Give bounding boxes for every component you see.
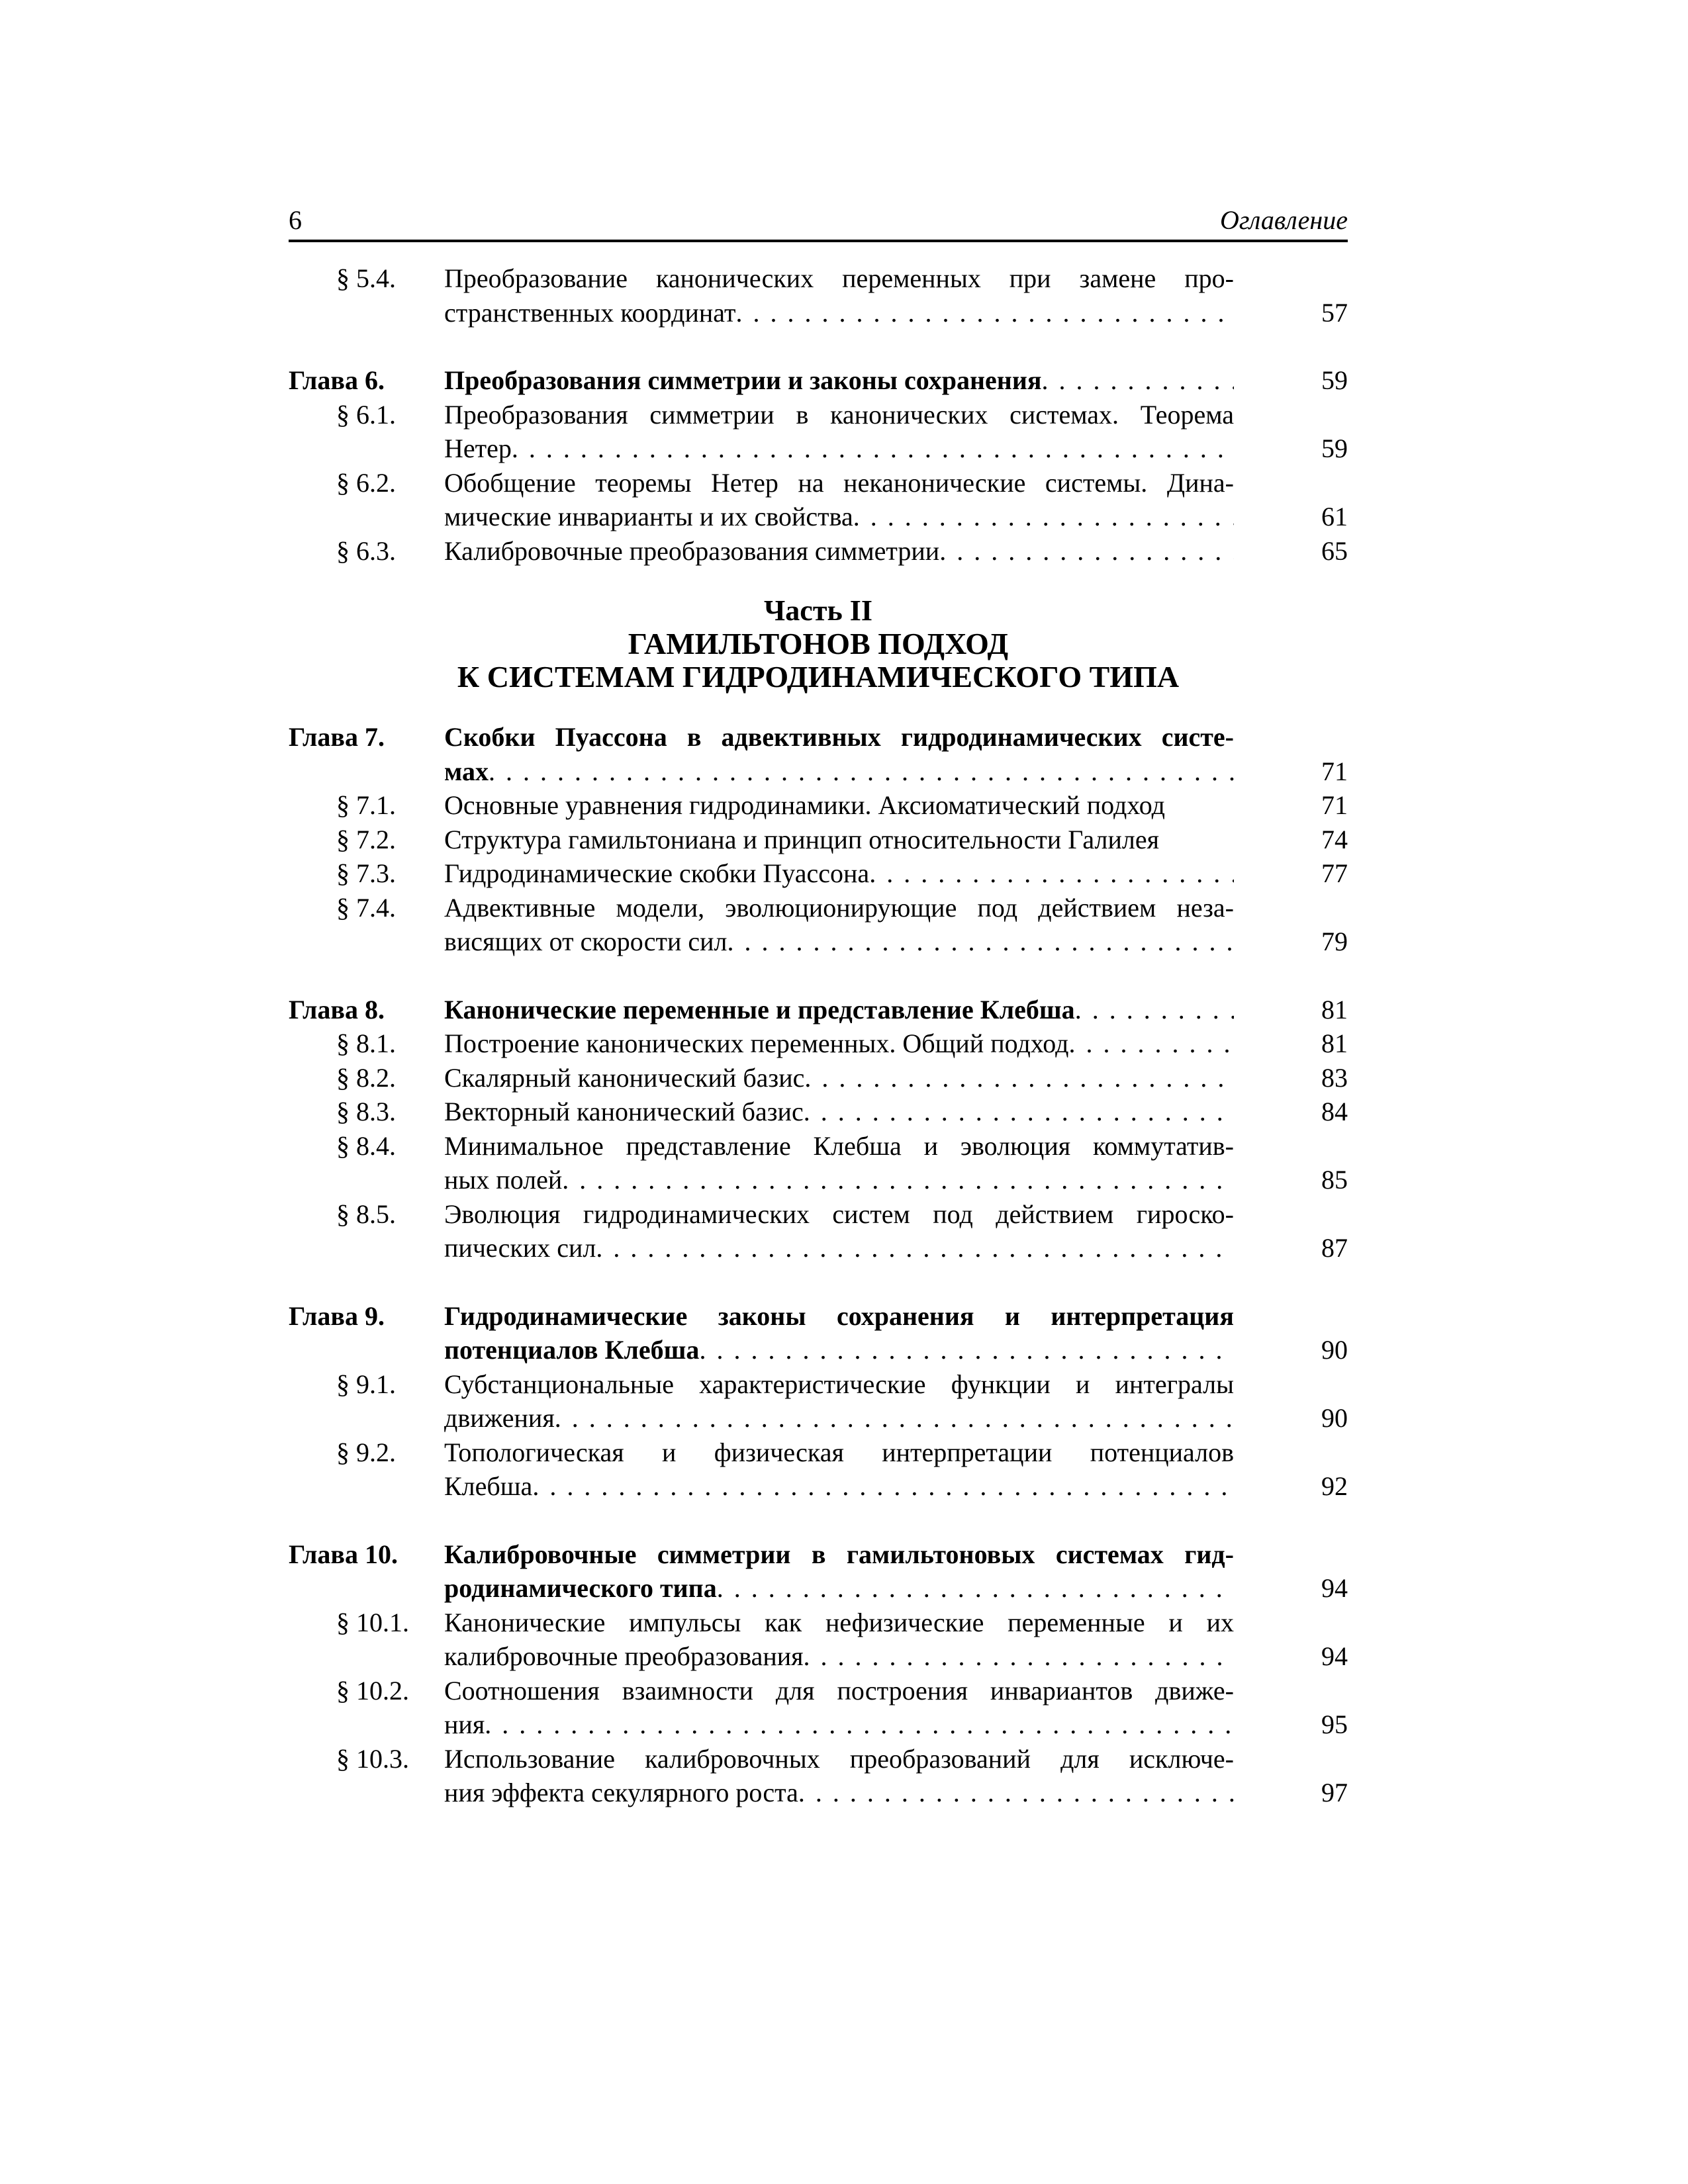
chapter-number: Глава 9. bbox=[289, 1300, 385, 1331]
toc-chapter-8[interactable] bbox=[289, 993, 1348, 1027]
entry-title-line: висящих от скорости сил bbox=[444, 927, 727, 956]
page-ref: 97 bbox=[1321, 1778, 1348, 1807]
entry-title-line: странственных координат bbox=[444, 297, 736, 328]
dot-leader bbox=[717, 1571, 1234, 1606]
chapter-title-line: потенциалов Клебша bbox=[444, 1335, 700, 1365]
part-title-line: К СИСТЕМАМ ГИДРОДИНАМИЧЕСКОГО ТИПА bbox=[457, 660, 1180, 694]
dot-leader bbox=[1068, 1026, 1234, 1061]
page-ref: 92 bbox=[1321, 1471, 1348, 1501]
dot-leader bbox=[804, 1095, 1234, 1129]
entry-title-line: Основные уравнения гидродинамики. Аксиоматический подход bbox=[444, 790, 1165, 820]
toc-entry-9-2[interactable] bbox=[289, 1435, 1348, 1504]
entry-title-line: пических сил bbox=[444, 1233, 596, 1263]
page-ref: 77 bbox=[1321, 858, 1348, 888]
toc-chapter-6[interactable] bbox=[289, 363, 1348, 398]
entry-title-line: Канонические импульсы как нефизические переменные и их bbox=[444, 1607, 1234, 1637]
page-ref: 95 bbox=[1321, 1709, 1348, 1739]
chapter-number: Глава 7. bbox=[289, 722, 385, 752]
page-number: 6 bbox=[289, 205, 302, 235]
dot-leader bbox=[804, 1639, 1234, 1674]
entry-title-line: Соотношения взаимности для построения инвариантов движе- bbox=[444, 1675, 1234, 1706]
toc-entry-8-1[interactable] bbox=[289, 1026, 1348, 1061]
toc-entry-6-3[interactable] bbox=[289, 534, 1348, 569]
toc-entry-10-2[interactable] bbox=[289, 1674, 1348, 1742]
page-ref: 59 bbox=[1321, 433, 1348, 463]
page-ref: 79 bbox=[1321, 927, 1348, 956]
toc-entry-8-4[interactable] bbox=[289, 1129, 1348, 1197]
chapter-title-line: Гидродинамические законы сохранения и интерпретация bbox=[444, 1300, 1234, 1331]
entry-title-line: Адвективные модели, эволюционирующие под действием неза- bbox=[444, 892, 1234, 923]
page-ref: 71 bbox=[1321, 756, 1348, 786]
page-ref: 81 bbox=[1321, 994, 1348, 1024]
entry-title-line: Векторный канонический базис bbox=[444, 1097, 804, 1126]
toc-entry-8-5[interactable] bbox=[289, 1197, 1348, 1265]
section-number: § 8.2. bbox=[336, 1062, 396, 1093]
part-title-line: ГАМИЛЬТОНОВ ПОДХОД bbox=[628, 627, 1009, 660]
section-number: § 8.4. bbox=[336, 1130, 396, 1161]
part-heading bbox=[289, 594, 1348, 694]
section-number: § 7.4. bbox=[336, 892, 396, 923]
section-number: § 8.5. bbox=[336, 1199, 396, 1229]
entry-title-line: Преобразования симметрии в канонических системах. Теорема bbox=[444, 399, 1234, 430]
page-ref: 94 bbox=[1321, 1641, 1348, 1671]
section-number: § 9.2. bbox=[336, 1437, 396, 1467]
entry-title-line: Использование калибровочных преобразований для исключе- bbox=[444, 1743, 1234, 1774]
page-ref: 90 bbox=[1321, 1403, 1348, 1433]
dot-leader bbox=[804, 1061, 1234, 1095]
page-ref: 71 bbox=[1321, 790, 1348, 820]
part-label: Часть II bbox=[764, 594, 872, 627]
section-number: § 8.1. bbox=[336, 1028, 396, 1058]
section-number: § 9.1. bbox=[336, 1369, 396, 1399]
toc-chapter-9[interactable] bbox=[289, 1299, 1348, 1367]
chapter-number: Глава 6. bbox=[289, 365, 385, 395]
toc-entry-7-2[interactable] bbox=[289, 823, 1348, 857]
entry-title-line: ния эффекта секулярного роста bbox=[444, 1778, 798, 1807]
entry-title-line: движения bbox=[444, 1403, 555, 1433]
dot-leader bbox=[532, 1469, 1234, 1504]
dot-leader bbox=[735, 296, 1234, 330]
section-number: § 10.3. bbox=[336, 1743, 409, 1774]
page-ref: 61 bbox=[1321, 502, 1348, 531]
dot-leader bbox=[562, 1163, 1234, 1197]
section-number: § 6.1. bbox=[336, 399, 396, 430]
dot-leader bbox=[596, 1231, 1234, 1265]
section-number: § 10.2. bbox=[336, 1675, 409, 1706]
toc-entry-7-1[interactable] bbox=[289, 788, 1348, 823]
toc-entry-8-3[interactable] bbox=[289, 1095, 1348, 1129]
toc-entry-7-4[interactable] bbox=[289, 891, 1348, 959]
dot-leader bbox=[939, 534, 1234, 569]
entry-title-line: Гидродинамические скобки Пуассона bbox=[444, 858, 870, 888]
chapter-title-line: Преобразования симметрии и законы сохранения bbox=[444, 365, 1042, 395]
dot-leader bbox=[485, 1707, 1234, 1742]
chapter-number: Глава 8. bbox=[289, 994, 385, 1024]
page-ref: 59 bbox=[1321, 365, 1348, 395]
toc-chapter-10[interactable] bbox=[289, 1537, 1348, 1606]
table-of-contents bbox=[289, 261, 1348, 1810]
toc-entry-7-3[interactable] bbox=[289, 856, 1348, 891]
chapter-title-line: Скобки Пуассона в адвективных гидродинамических систе- bbox=[444, 722, 1234, 752]
section-number: § 8.3. bbox=[336, 1097, 396, 1126]
dot-leader bbox=[555, 1401, 1234, 1435]
chapter-title-line: Канонические переменные и представление Клебша bbox=[444, 994, 1075, 1024]
entry-title-line: Нетер bbox=[444, 433, 512, 463]
dot-leader bbox=[1075, 993, 1234, 1027]
section-number: § 6.3. bbox=[336, 535, 396, 566]
dot-leader bbox=[1042, 363, 1234, 398]
dot-leader bbox=[853, 500, 1234, 534]
dot-leader bbox=[869, 856, 1234, 891]
section-number: § 5.4. bbox=[336, 263, 396, 293]
entry-title-line: ных полей bbox=[444, 1165, 563, 1195]
chapter-title-line: Калибровочные симметрии в гамильтоновых системах гид- bbox=[444, 1539, 1234, 1569]
entry-title-line: Скалярный канонический базис bbox=[444, 1062, 805, 1093]
dot-leader bbox=[489, 754, 1234, 789]
chapter-title-line: мах bbox=[444, 756, 489, 786]
toc-chapter-7[interactable] bbox=[289, 720, 1348, 788]
page-header bbox=[289, 199, 1348, 242]
page-ref: 81 bbox=[1321, 1028, 1348, 1058]
chapter-number: Глава 10. bbox=[289, 1539, 398, 1569]
section-number: § 7.3. bbox=[336, 858, 396, 888]
entry-title-line: Субстанциональные характеристические функции и интегралы bbox=[444, 1369, 1234, 1399]
entry-title-line: Преобразование канонических переменных при замене про- bbox=[444, 263, 1234, 293]
entry-title-line: Эволюция гидродинамических систем под действием гироско- bbox=[444, 1199, 1234, 1229]
entry-title-line: калибровочные преобразования bbox=[444, 1641, 804, 1671]
page-ref: 74 bbox=[1321, 824, 1348, 854]
entry-title-line: Структура гамильтониана и принцип относительности Галилея bbox=[444, 824, 1159, 854]
page-ref: 90 bbox=[1321, 1335, 1348, 1365]
entry-title-line: мические инварианты и их свойства bbox=[444, 502, 853, 531]
section-number: § 7.2. bbox=[336, 824, 396, 854]
toc-entry-9-1[interactable] bbox=[289, 1367, 1348, 1435]
section-number: § 10.1. bbox=[336, 1607, 409, 1637]
section-number: § 6.2. bbox=[336, 467, 396, 498]
entry-title-line: Калибровочные преобразования симметрии bbox=[444, 535, 940, 566]
dot-leader bbox=[727, 925, 1234, 959]
toc-entry-5-4[interactable] bbox=[289, 261, 1348, 330]
entry-title-line: Построение канонических переменных. Общий подход bbox=[444, 1028, 1069, 1058]
dot-leader bbox=[699, 1333, 1234, 1367]
page-ref: 94 bbox=[1321, 1573, 1348, 1603]
toc-entry-8-2[interactable] bbox=[289, 1061, 1348, 1095]
toc-entry-6-2[interactable] bbox=[289, 466, 1348, 534]
entry-title-line: Минимальное представление Клебша и эволюция коммутатив- bbox=[444, 1130, 1234, 1161]
page-ref: 65 bbox=[1321, 535, 1348, 566]
dot-leader bbox=[512, 432, 1234, 466]
page-ref: 87 bbox=[1321, 1233, 1348, 1263]
toc-entry-6-1[interactable] bbox=[289, 398, 1348, 466]
toc-entry-10-1[interactable] bbox=[289, 1606, 1348, 1674]
entry-title-line: Обобщение теоремы Нетер на неканонические системы. Дина- bbox=[444, 467, 1234, 498]
page-ref: 85 bbox=[1321, 1165, 1348, 1195]
chapter-title-line: родинамического типа bbox=[444, 1573, 717, 1603]
page-ref: 84 bbox=[1321, 1097, 1348, 1126]
entry-title-line: Клебша bbox=[444, 1471, 533, 1501]
entry-title-line: ния bbox=[444, 1709, 485, 1739]
toc-entry-10-3[interactable] bbox=[289, 1742, 1348, 1810]
dot-leader bbox=[798, 1776, 1234, 1810]
entry-title-line: Топологическая и физическая интерпретации потенциалов bbox=[444, 1437, 1234, 1467]
page-ref: 57 bbox=[1321, 297, 1348, 328]
page-ref: 83 bbox=[1321, 1062, 1348, 1093]
running-title: Оглавление bbox=[1219, 205, 1348, 235]
section-number: § 7.1. bbox=[336, 790, 396, 820]
